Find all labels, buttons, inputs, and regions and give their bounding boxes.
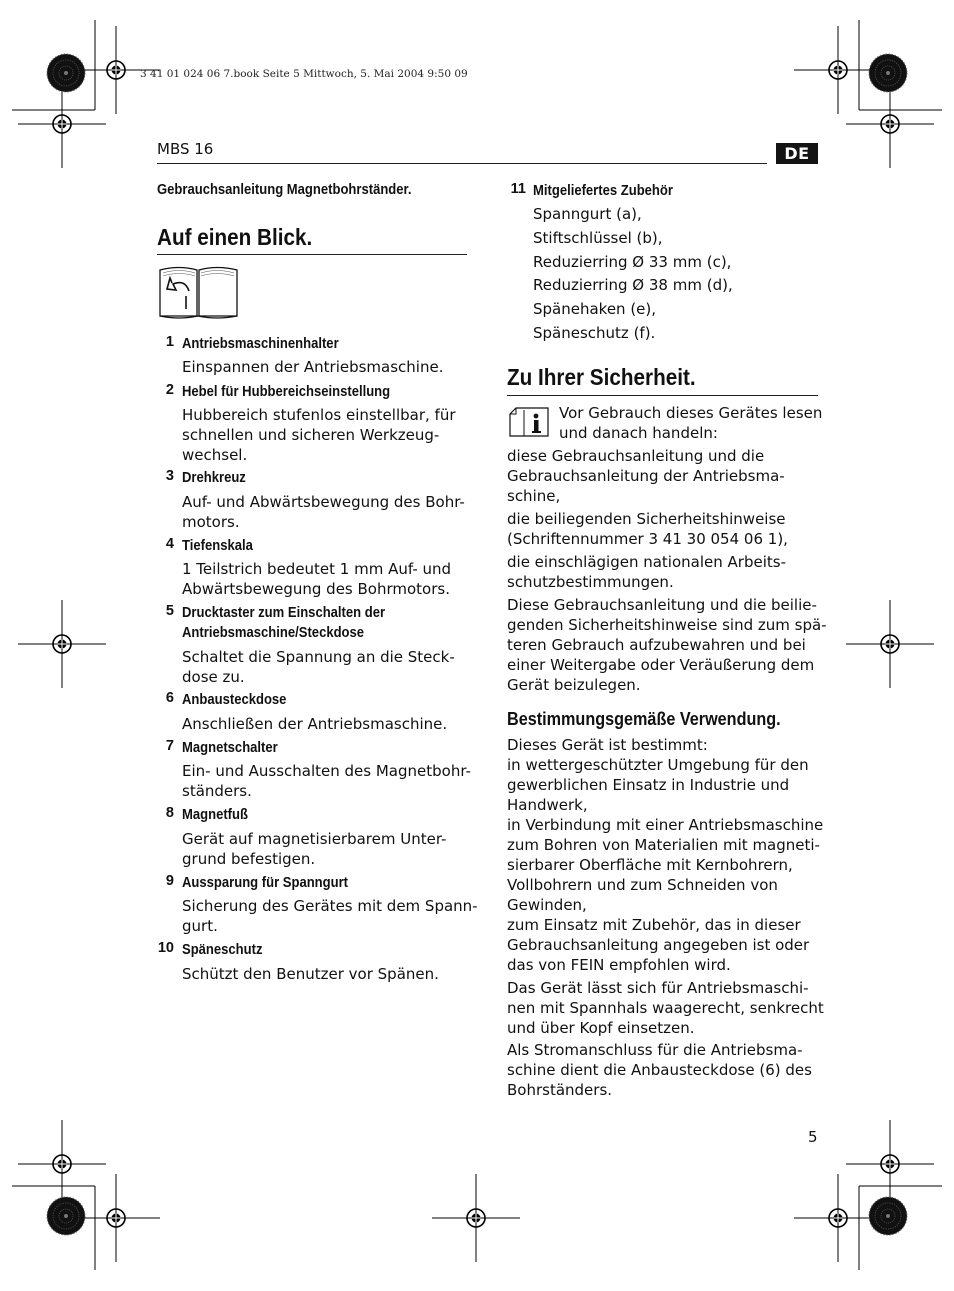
item-title: Aussparung für Spanngurt [182,875,349,891]
item-description: gurt. [182,917,218,935]
read-manual-icon [157,264,241,320]
item-number: 2 [165,382,174,398]
item-description: Sicherung des Gerätes mit dem Spann- [182,897,478,915]
item-description: Schützt den Benutzer vor Spänen. [182,965,439,983]
item-title: Magnetschalter [182,740,278,756]
item-title: Anbausteckdose [182,692,287,708]
item-description: dose zu. [182,668,245,686]
use-paragraph-line: sierbarer Oberfläche mit Kernbohrern, [507,856,793,874]
item-description: schnellen und sicheren Werkzeug- [182,426,440,444]
safety-paragraph-line: genden Sicherheitshinweise sind zum spä- [507,616,827,634]
item-description: 1 Teilstrich bedeutet 1 mm Auf- und [182,560,452,578]
item-number: 4 [165,536,174,552]
item-title: Antriebsmaschine/Steckdose [182,625,365,641]
use-paragraph-line: Gebrauchsanleitung angegeben ist oder [507,936,810,954]
use-paragraph-line: Vollbohrern und zum Schneiden von [507,876,778,894]
section-title-overview: Auf einen Blick. [157,224,313,250]
item-number: 1 [165,334,174,350]
safety-paragraph-line: teren Gebrauch aufzubewahren und bei [507,636,806,654]
item-description: Hubbereich stufenlos einstellbar, für [182,406,456,424]
item-description: Schaltet die Spannung an die Steck- [182,648,455,666]
language-badge: DE [776,143,818,164]
section-rule [157,254,467,255]
item-description: Anschließen der Antriebsmaschine. [182,715,448,733]
use-paragraph-line: und über Kopf einsetzen. [507,1019,695,1037]
header-rule [157,163,767,164]
accessory-item: Späneschutz (f). [533,324,656,342]
safety-paragraph-line: einer Weitergabe oder Veräußerung dem [507,656,815,674]
section-title-safety: Zu Ihrer Sicherheit. [507,364,696,390]
use-paragraph-line: zum Bohren von Materialien mit magneti- [507,836,820,854]
item-number: 8 [165,805,174,821]
use-paragraph-line: nen mit Spannhals waagerecht, senkrecht [507,999,824,1017]
use-paragraph-line: Gewinden, [507,896,587,914]
item-description: grund befestigen. [182,850,316,868]
item-title: Mitgeliefertes Zubehör [533,183,673,199]
safety-paragraph-line: diese Gebrauchsanleitung und die [507,447,765,465]
safety-paragraph-line: Diese Gebrauchsanleitung und die beilie- [507,596,817,614]
accessory-item: Reduzierring Ø 38 mm (d), [533,276,733,294]
item-description: Ein- und Ausschalten des Magnetbohr- [182,762,471,780]
use-paragraph-line: Handwerk, [507,796,588,814]
safety-paragraph-line: Gebrauchsanleitung der Antriebsma- [507,467,785,485]
use-paragraph-line: in Verbindung mit einer Antriebsmaschine [507,816,824,834]
item-number: 6 [165,690,174,706]
item-title: Drucktaster zum Einschalten der [182,605,386,621]
item-number: 7 [165,738,174,754]
use-paragraph-line: in wettergeschützter Umgebung für den [507,756,809,774]
item-title: Späneschutz [182,942,263,958]
safety-paragraph-line: schine, [507,487,561,505]
item-description: wechsel. [182,446,248,464]
accessory-item: Stiftschlüssel (b), [533,229,663,247]
use-paragraph-line: Dieses Gerät ist bestimmt: [507,736,708,754]
item-title: Antriebsmaschinenhalter [182,336,339,352]
section-rule [507,395,818,396]
model-name: MBS 16 [157,140,214,158]
accessory-item: Spänehaken (e), [533,300,657,318]
item-description: Auf- und Abwärtsbewegung des Bohr- [182,493,465,511]
use-paragraph-line: Das Gerät lässt sich für Antriebsmaschi- [507,979,809,997]
use-paragraph-line: gewerblichen Einsatz in Industrie und [507,776,790,794]
item-number: 11 [510,181,526,197]
item-description: motors. [182,513,240,531]
item-description: ständers. [182,782,252,800]
item-number: 5 [165,603,174,619]
item-number: 9 [165,873,174,889]
safety-paragraph-line: die einschlägigen nationalen Arbeits- [507,553,786,571]
use-paragraph-line: Als Stromanschluss für die Antriebsma- [507,1041,803,1059]
accessory-item: Reduzierring Ø 33 mm (c), [533,253,732,271]
use-paragraph-line: schine dient die Anbausteckdose (6) des [507,1061,812,1079]
page-number: 5 [808,1128,818,1146]
use-paragraph-line: zum Einsatz mit Zubehör, das in dieser [507,916,801,934]
accessory-item: Spanngurt (a), [533,205,642,223]
use-paragraph-line: Bohrständers. [507,1081,613,1099]
subsection-title-intended-use: Bestimmungsgemäße Verwendung. [507,709,781,729]
safety-paragraph-line: (Schriftennummer 3 41 30 054 06 1), [507,530,788,548]
info-book-icon [508,406,550,440]
item-title: Magnetfuß [182,807,248,823]
use-paragraph-line: das von FEIN empfohlen wird. [507,956,731,974]
safety-paragraph-line: schutzbestimmungen. [507,573,674,591]
safety-paragraph-line: Gerät beizulegen. [507,676,641,694]
safety-paragraph-line: die beiliegenden Sicherheitshinweise [507,510,786,528]
item-description: Einspannen der Antriebsmaschine. [182,358,444,376]
item-description: Abwärtsbewegung des Bohrmotors. [182,580,450,598]
document-title: Gebrauchsanleitung Magnetbohrständer. [157,182,412,198]
item-title: Hebel für Hubbereichseinstellung [182,384,391,400]
item-number: 10 [157,940,174,956]
item-description: Gerät auf magnetisierbarem Unter- [182,830,447,848]
info-text: Vor Gebrauch dieses Gerätes lesen [559,404,823,422]
info-text: und danach handeln: [559,424,718,442]
file-meta-line: 3 41 01 024 06 7.book Seite 5 Mittwoch, 5. Mai 2004 9:50 09 [140,68,468,80]
item-number: 3 [165,468,174,484]
item-title: Drehkreuz [182,470,246,486]
item-title: Tiefenskala [182,538,253,554]
